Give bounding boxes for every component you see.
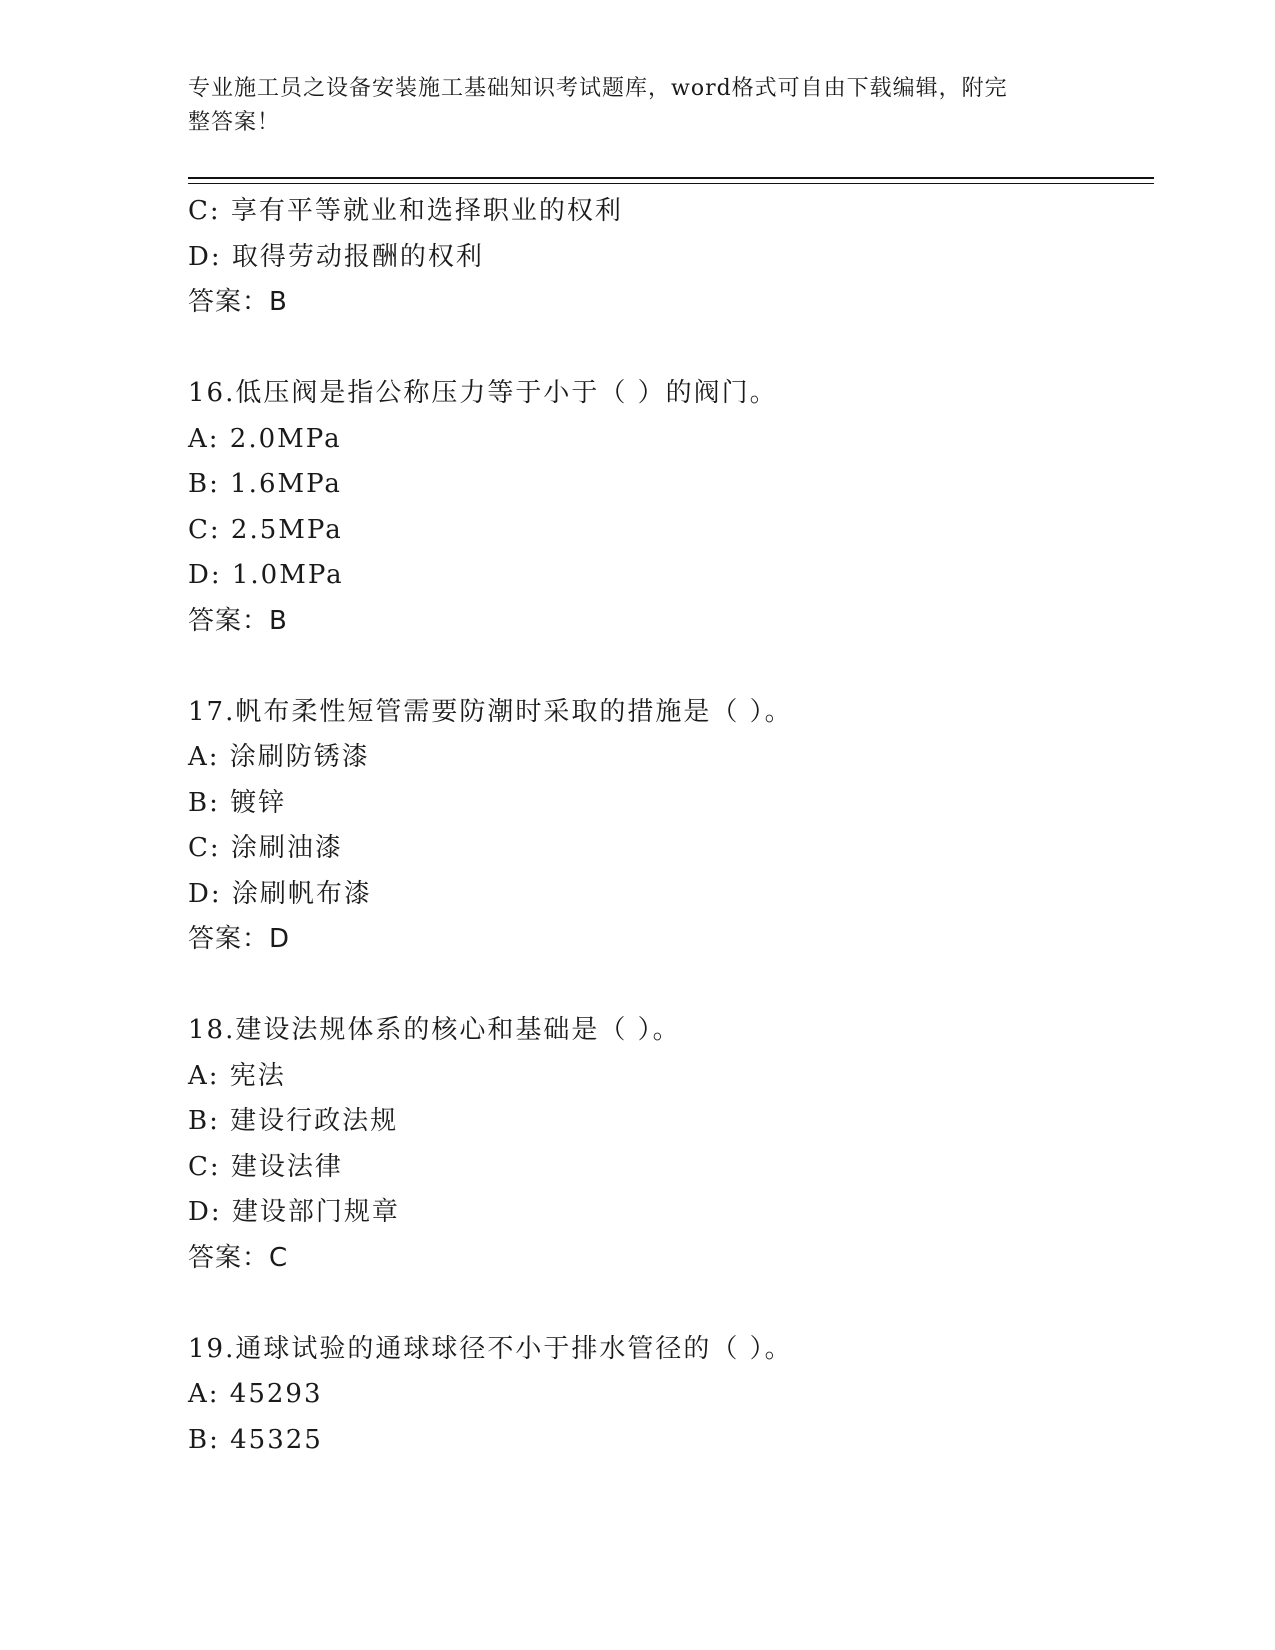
- header-line-2: 整答案！: [188, 110, 281, 135]
- question-stem: 18.建设法规体系的核心和基础是（ ）。: [188, 1015, 681, 1045]
- question-19: [188, 1327, 1154, 1464]
- option-b: B: 45325: [188, 1424, 323, 1455]
- question-fragment: [188, 189, 1154, 326]
- option-b: B: 建设行政法规: [188, 1106, 399, 1136]
- answer-line: 答案：B: [188, 605, 288, 636]
- answer-line: 答案：B: [188, 287, 288, 317]
- document-header: [188, 72, 1068, 140]
- question-stem: 16.低压阀是指公称压力等于小于（ ）的阀门。: [188, 378, 778, 408]
- question-16: [188, 371, 1154, 644]
- option-c: C: 涂刷油漆: [188, 833, 343, 863]
- option-b: B: 1.6MPa: [188, 469, 342, 499]
- question-18: [188, 1008, 1154, 1281]
- option-a: A: 宪法: [188, 1060, 286, 1091]
- option-c: C: 建设法律: [188, 1151, 343, 1182]
- option-a: A: 2.0MPa: [188, 423, 342, 454]
- header-divider-thick: [188, 177, 1154, 179]
- option-d: D: 1.0MPa: [188, 560, 344, 590]
- header-divider-thin: [188, 183, 1154, 184]
- question-stem: 17.帆布柔性短管需要防潮时采取的措施是（ ）。: [188, 696, 793, 727]
- option-c: C: 享有平等就业和选择职业的权利: [188, 196, 623, 226]
- answer-line: 答案：D: [188, 924, 291, 954]
- option-c: C: 2.5MPa: [188, 514, 343, 545]
- option-a: A: 45293: [188, 1379, 323, 1409]
- answer-line: 答案：C: [188, 1242, 289, 1273]
- option-d: D: 建设部门规章: [188, 1197, 400, 1227]
- question-stem: 19.通球试验的通球球径不小于排水管径的（ ）。: [188, 1333, 793, 1364]
- option-a: A: 涂刷防锈漆: [188, 742, 370, 772]
- header-line-1: 专业施工员之设备安装施工基础知识考试题库，word格式可自由下载编辑，附完: [188, 76, 1008, 101]
- option-d: D: 取得劳动报酬的权利: [188, 241, 484, 272]
- option-b: B: 镀锌: [188, 787, 287, 818]
- option-d: D: 涂刷帆布漆: [188, 878, 372, 909]
- question-17: [188, 690, 1154, 963]
- question-list: [188, 189, 1154, 1463]
